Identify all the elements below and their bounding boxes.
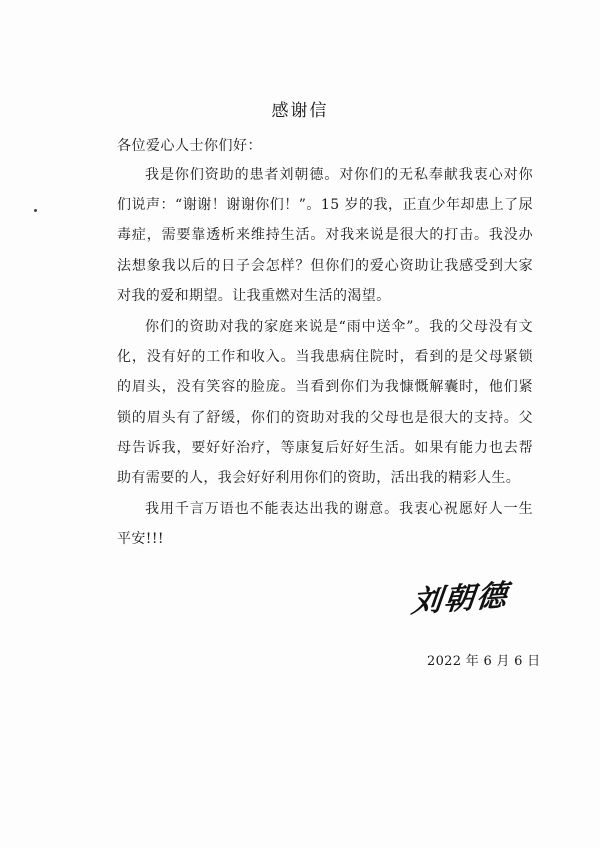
- scan-speck: [34, 209, 37, 212]
- handwritten-signature: 刘朝德: [409, 578, 511, 620]
- letter-title: 感谢信: [271, 101, 329, 121]
- letter-greeting: 各位爱心人士你们好：: [117, 138, 262, 154]
- letter-date: 2022 年 6 月 6 日: [427, 654, 541, 669]
- letter-paragraph-2: 你们的资助对我的家庭来说是“雨中送伞”。我的父母没有文化，没有好的工作和收入。当我患病住院时，看到的是父母紧锁的眉头，没有笑容的脸庞。当看到你们为我慷慨解囊时，他们紧锁的眉头有了舒缓，你们的资助对我的父母也是很大的支持。父母告诉我，要好好治疗，等康复后好好生活。如果有能力也去帮助有需要的人，我会好好利用你们的资助，活出我的精彩人生。: [117, 319, 533, 487]
- letter-paragraph-3: 我用千言万语也不能表达出我的谢意。我衷心祝愿好人一生平安!!!: [117, 501, 533, 548]
- letter-paragraph-1: 我是你们资助的患者刘朝德。对你们的无私奉献我衷心对你们说声：“谢谢！谢谢你们！”。15 岁的我，正直少年却患上了尿毒症，需要靠透析来维持生活。对我来说是很大的打击。我没办法想象我以后的日子会怎样？但你们的爱心资助让我感受到大家对我的爱和期望。让我重燃对生活的渴望。: [117, 167, 533, 304]
